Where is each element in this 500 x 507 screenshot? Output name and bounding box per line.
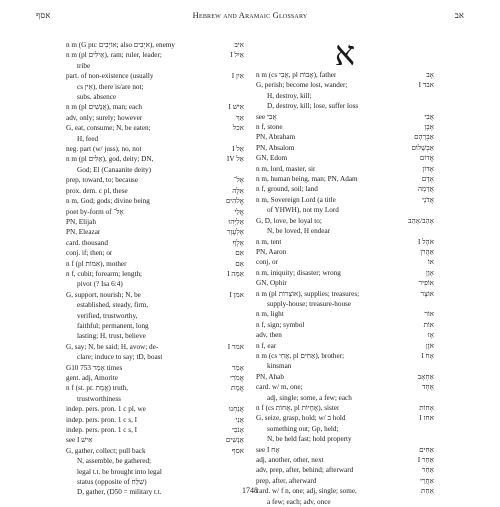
glossary-entry xyxy=(256,247,434,257)
entry-lemma: אַךְ xyxy=(236,113,244,122)
entry-lemma: אֶבֶן xyxy=(424,123,434,132)
right-column xyxy=(256,36,434,507)
entry-definition: a few; each; adv, once xyxy=(267,497,331,506)
entry-definition: PN, Elijah xyxy=(66,217,96,226)
entry-lemma: אוֹצָר xyxy=(420,289,434,298)
glossary-entry xyxy=(256,309,434,319)
glossary-entry xyxy=(256,476,434,486)
entry-definition: God; El (Canaanite deity) xyxy=(77,165,152,174)
glossary-entry xyxy=(256,80,434,90)
glossary-entry xyxy=(256,455,434,465)
glossary-entry xyxy=(66,71,244,81)
entry-definition: PN, Absalom xyxy=(256,143,295,152)
entry-lemma: אָהַב/אָהֵב xyxy=(408,216,434,225)
glossary-entry xyxy=(66,207,244,217)
entry-definition: GN, Edom xyxy=(256,154,288,163)
entry-lemma: אַחַר xyxy=(421,466,434,475)
header-right-guide-word: אב xyxy=(454,10,464,20)
glossary-entry xyxy=(256,122,434,132)
entry-definition: lasting; H, trust, believe xyxy=(77,332,146,341)
entry-definition: D, gather, (D50 = military t.t. xyxy=(77,488,162,497)
entry-definition: clare; induce to say; tD, boast xyxy=(77,353,163,362)
entry-lemma: אַיִן I xyxy=(231,72,244,81)
entry-definition: see I אִישׁ xyxy=(66,436,93,445)
entry-lemma: איב xyxy=(234,41,244,49)
entry-definition: PN, Abraham xyxy=(256,133,296,142)
glossary-entry xyxy=(66,227,244,237)
entry-definition: n m, lord, master, sir xyxy=(256,164,316,173)
glossary-entry xyxy=(256,195,434,205)
glossary-entry xyxy=(66,331,244,341)
glossary-entry xyxy=(66,50,244,60)
glossary-entry xyxy=(66,435,244,445)
entry-lemma: אָז xyxy=(427,331,434,340)
entry-lemma: אֵם xyxy=(235,259,244,268)
entry-lemma: אֹזֶן xyxy=(425,341,434,350)
glossary-entry xyxy=(256,434,434,444)
entry-lemma: אסף xyxy=(231,446,244,455)
entry-definition: G, D, love, be loyal to; xyxy=(256,216,322,225)
entry-definition: kinsman xyxy=(267,362,292,371)
entry-lemma: אֹהֶל I xyxy=(417,237,434,246)
entry-definition: subs. absence xyxy=(77,93,117,102)
glossary-entry xyxy=(66,363,244,373)
glossary-entry xyxy=(66,154,244,164)
glossary-entry xyxy=(256,216,434,226)
entry-definition: H, feed xyxy=(77,134,99,143)
entry-lemma: אָמַר xyxy=(231,363,244,372)
entry-definition: G, gather, collect; pull back xyxy=(66,446,146,455)
entry-definition: something out; Gp, held; xyxy=(267,424,339,433)
entry-lemma: אָב xyxy=(426,71,434,79)
glossary-entry xyxy=(66,467,244,477)
entry-lemma: אֱמֹרִי xyxy=(230,374,244,382)
entry-lemma: אוֹפִיר xyxy=(418,279,434,288)
glossary-entry xyxy=(66,279,244,289)
glossary-entry xyxy=(256,174,434,184)
entry-lemma: אָוֶן xyxy=(426,268,434,277)
entry-lemma: אַחַת xyxy=(421,487,434,496)
glossary-entry xyxy=(66,248,244,258)
glossary-entry xyxy=(256,91,434,101)
entry-definition: n m, human being, man; PN, Adam xyxy=(256,175,358,184)
entry-lemma: אֵל IV xyxy=(226,155,244,164)
entry-definition: n m (cs אֲבִי, pl אָבוֹת), father xyxy=(256,71,337,79)
entry-lemma: אחז I xyxy=(419,414,434,423)
glossary-entry xyxy=(256,184,434,194)
entry-definition: gent. adj, Amorite xyxy=(66,374,118,382)
glossary-entry xyxy=(256,237,434,247)
entry-definition: G, perish; become lost, wander; xyxy=(256,81,348,90)
entry-definition: see אֲבִי xyxy=(256,112,277,121)
entry-definition: n m, light xyxy=(256,310,284,319)
entry-definition: N, be loved, H endear xyxy=(267,227,331,236)
entry-definition: n f (pl אִמּוֹת), mother xyxy=(66,259,127,268)
glossary-entry xyxy=(66,394,244,404)
glossary-entry xyxy=(256,497,434,507)
entry-definition: of YHWH), not my Lord xyxy=(267,206,339,215)
entry-definition: indep. pers. pron. 1 c pl, we xyxy=(66,405,146,414)
glossary-entry xyxy=(66,352,244,362)
glossary-entry xyxy=(256,112,434,122)
entry-definition: pivot (? Isa 6:4) xyxy=(77,280,123,289)
glossary-entry xyxy=(256,372,434,382)
glossary-entry xyxy=(66,61,244,71)
glossary-entry xyxy=(66,446,244,456)
glossary-entry xyxy=(66,290,244,300)
entry-definition: n f (cs אֲחוֹת, pl אֲחָיוֹת), sister xyxy=(256,404,340,412)
entry-definition: conj, or xyxy=(256,258,278,267)
entry-definition: N, be held fast; hold property xyxy=(267,435,352,444)
entry-definition: faithful; permanent, long xyxy=(77,321,149,330)
entry-lemma: אֶלְעָזָר xyxy=(226,228,244,237)
entry-definition: G10 אָמַר 753 times xyxy=(66,363,123,372)
page-number: 1748 xyxy=(242,486,258,495)
glossary-entry xyxy=(256,413,434,423)
glossary-entry xyxy=(66,311,244,321)
header-left-guide-word: אסף xyxy=(36,10,51,20)
glossary-entry xyxy=(66,373,244,383)
glossary-entry xyxy=(66,113,244,123)
entry-definition: n m (pl אֵלִים), god, deity; DN, xyxy=(66,155,154,164)
entry-definition: n f, ear xyxy=(256,341,277,350)
entry-lemma: אָדָם xyxy=(421,175,434,184)
glossary-entry xyxy=(256,143,434,153)
entry-definition: N, assemble, be gathered; xyxy=(77,457,152,466)
entry-definition: n m, iniquity; disaster; wrong xyxy=(256,268,341,277)
entry-definition: indep. pers. pron. 1 c s, I xyxy=(66,426,138,435)
running-title: Hebrew and Aramaic Glossary xyxy=(192,10,308,20)
entry-definition: n m (pl אֲנָשִׁים), man; each xyxy=(66,103,142,112)
entry-lemma: אֲדֹנָי xyxy=(422,195,434,204)
entry-definition: adj, single; some, a few; each xyxy=(267,393,352,402)
entry-lemma: אָחוֹת xyxy=(419,404,434,412)
entry-lemma: אֲנַחְנוּ xyxy=(228,405,244,414)
entry-lemma: אַל I xyxy=(232,145,244,154)
entry-definition: cs אֵין), there is/are not; xyxy=(77,82,144,91)
glossary-entry xyxy=(256,393,434,403)
entry-definition: D, destroy, kill; lose, suffer loss xyxy=(267,102,359,111)
glossary-entry xyxy=(256,341,434,351)
glossary-entry xyxy=(256,351,434,361)
glossary-entry xyxy=(66,238,244,248)
entry-definition: n f, stone xyxy=(256,123,283,132)
entry-lemma: אוֹת xyxy=(423,320,434,329)
entry-lemma: אכל xyxy=(232,124,244,133)
entry-definition: n f, ground, soil; land xyxy=(256,185,318,194)
glossary-entry xyxy=(66,259,244,269)
entry-definition: n f (st. pr. אֱמֶת) truth, xyxy=(66,384,129,393)
entry-definition: adv, prep, after, behind; afterward xyxy=(256,466,354,475)
entry-lemma: אַחֵר I xyxy=(417,456,434,465)
glossary-entry xyxy=(66,415,244,425)
entry-lemma: אִם xyxy=(235,249,244,258)
right-entries xyxy=(256,70,434,507)
entry-definition: G, say; N, be said; H, avow; de- xyxy=(66,342,159,351)
entry-lemma: אֲנִי xyxy=(235,415,244,424)
entry-definition: n m, tent xyxy=(256,237,282,246)
entry-lemma: אַחְאָב xyxy=(417,372,434,381)
entry-definition: PN, Ahab xyxy=(256,372,284,381)
entry-definition: n m (pl אוֹצָרוֹת), supplies; treasures; xyxy=(256,289,360,298)
entry-definition: prox. dem. c pl, these xyxy=(66,186,128,195)
entry-definition: adv, then xyxy=(256,331,282,340)
left-column xyxy=(66,40,244,498)
entry-definition: conj. if; then; or xyxy=(66,249,113,258)
glossary-entry xyxy=(66,383,244,393)
entry-lemma: אַמָּה I xyxy=(227,269,244,278)
entry-lemma: אוֹר xyxy=(424,310,434,319)
glossary-entry xyxy=(66,456,244,466)
glossary-entry xyxy=(256,403,434,413)
glossary-entry xyxy=(66,269,244,279)
entry-definition: PN, Aaron xyxy=(256,247,287,256)
entry-definition: n m (cs אֲחִי, pl אַחִים), brother; xyxy=(256,351,345,360)
glossary-entry xyxy=(256,101,434,111)
glossary-entry xyxy=(66,300,244,310)
glossary-entry xyxy=(66,40,244,50)
entry-lemma: אֱלֵי xyxy=(234,207,244,216)
entry-definition: H, destroy, kill; xyxy=(267,91,312,100)
entry-lemma: אֶל־ xyxy=(233,176,244,185)
entry-lemma: אֲבִי xyxy=(424,112,434,121)
entry-lemma: אֵלִיָּהוּ xyxy=(228,217,244,226)
glossary-entry xyxy=(66,134,244,144)
entry-definition: legal t.t. be brought into legal xyxy=(77,467,162,476)
entry-definition: tribe xyxy=(77,61,91,70)
glossary-entry xyxy=(256,289,434,299)
glossary-entry xyxy=(66,342,244,352)
entry-definition: adv, only; surely; however xyxy=(66,113,143,122)
glossary-entry xyxy=(66,425,244,435)
entry-definition: part. of non-existence (usually xyxy=(66,72,154,81)
entry-lemma: אַבְרָהָם xyxy=(414,133,434,142)
entry-definition: n m (G ptc אוֹיְבִים; also אֹיְבִים), enemy xyxy=(66,41,175,49)
entry-lemma: אֲדָמָה xyxy=(417,185,434,194)
entry-definition: G, support, nourish; N, be xyxy=(66,290,141,299)
glossary-entry xyxy=(256,226,434,236)
glossary-entry xyxy=(66,123,244,133)
entry-lemma: אַחִים xyxy=(419,445,434,454)
entry-lemma: אֶחָד xyxy=(421,383,434,392)
entry-definition: verified, trustworthy, xyxy=(77,311,138,320)
section-letter: א xyxy=(334,36,356,73)
entry-definition: G, eat, consume; N, be eaten; xyxy=(66,124,151,133)
glossary-entry xyxy=(256,382,434,392)
glossary-entry xyxy=(256,299,434,309)
entry-definition: indep. pers. pron. 1 c s, I xyxy=(66,415,138,424)
entry-definition: n m, Sovereign Lord (a title xyxy=(256,195,336,204)
entry-definition: prep, toward, to; because xyxy=(66,176,139,185)
entry-definition: GN, Ophir xyxy=(256,279,287,288)
entry-definition: see I אָח xyxy=(256,445,280,454)
glossary-entry xyxy=(256,153,434,163)
glossary-entry xyxy=(66,144,244,154)
entry-lemma: אוֹ xyxy=(427,258,434,267)
glossary-entry xyxy=(256,320,434,330)
entry-lemma: אבד I xyxy=(418,81,434,90)
glossary-entry xyxy=(66,196,244,206)
glossary-entry xyxy=(256,205,434,215)
entry-definition: card. w/ m, one; xyxy=(256,383,303,392)
entry-definition: n f, cubit; forearm; length; xyxy=(66,269,143,278)
entry-definition: status (opposite of שִׁלַּח) xyxy=(77,478,147,487)
entry-lemma: אֲנָשִׁים xyxy=(225,436,244,445)
entry-lemma: אֱדוֹם xyxy=(419,154,434,163)
entry-definition: PN, Eleazar xyxy=(66,228,101,237)
glossary-entry xyxy=(256,268,434,278)
entry-lemma: אַהֲרֹן xyxy=(420,247,434,256)
entry-definition: established, steady, firm, xyxy=(77,301,149,310)
glossary-entry xyxy=(256,278,434,288)
glossary-entry xyxy=(66,321,244,331)
entry-definition: trustworthiness xyxy=(77,394,121,403)
glossary-entry xyxy=(66,186,244,196)
entry-definition: n m, God; gods; divine being xyxy=(66,197,150,206)
glossary-entry xyxy=(256,465,434,475)
entry-definition: adj, another, other, next xyxy=(256,456,324,465)
glossary-entry xyxy=(66,82,244,92)
glossary-entry xyxy=(66,165,244,175)
glossary-entry xyxy=(256,424,434,434)
glossary-entry xyxy=(256,361,434,371)
entry-definition: poet by-form of אֶל־ xyxy=(66,207,124,216)
entry-lemma: אִישׁ I xyxy=(228,103,244,112)
glossary-entry xyxy=(66,92,244,102)
entry-lemma: אַיִל I xyxy=(230,51,244,60)
entry-lemma: אָח I xyxy=(421,351,434,360)
entry-lemma: אֵלֶּה xyxy=(232,186,244,195)
entry-lemma: אֶלֶף xyxy=(232,238,244,247)
entry-definition: n f, sign; symbol xyxy=(256,320,305,329)
glossary-entry xyxy=(66,217,244,227)
entry-definition: card. w/ f n, one; adj, single; some, xyxy=(256,487,357,496)
glossary-entry xyxy=(66,175,244,185)
glossary-entry xyxy=(256,330,434,340)
entry-lemma: אמר I xyxy=(227,342,244,351)
entry-lemma: אֱמֶת xyxy=(231,384,244,393)
entry-lemma: אמן I xyxy=(229,290,244,299)
entry-definition: n m (pl אֵילִים), ram; ruler, leader; xyxy=(66,51,162,60)
entry-definition: card. thousand xyxy=(66,238,108,247)
entry-lemma: אָנֹכִי xyxy=(231,426,244,435)
entry-definition: prep, after, afterward xyxy=(256,476,317,485)
glossary-entry xyxy=(256,164,434,174)
glossary-entry xyxy=(256,257,434,267)
entry-definition: neg. part (w/ juss), no, not xyxy=(66,145,142,154)
glossary-entry xyxy=(256,445,434,455)
glossary-entry xyxy=(66,102,244,112)
glossary-entry xyxy=(256,132,434,142)
entry-definition: G, seize, grasp, hold; w/ ב hold xyxy=(256,414,346,423)
entry-lemma: אַבְשָׁלוֹם xyxy=(411,143,434,152)
entry-lemma: אַחֲרֵי xyxy=(420,476,434,485)
glossary-entry xyxy=(66,404,244,414)
entry-definition: supply-house; treasure-house xyxy=(267,299,352,308)
entry-lemma: אֱלֹהִים xyxy=(225,197,244,206)
entry-lemma: אָדוֹן xyxy=(422,164,434,173)
